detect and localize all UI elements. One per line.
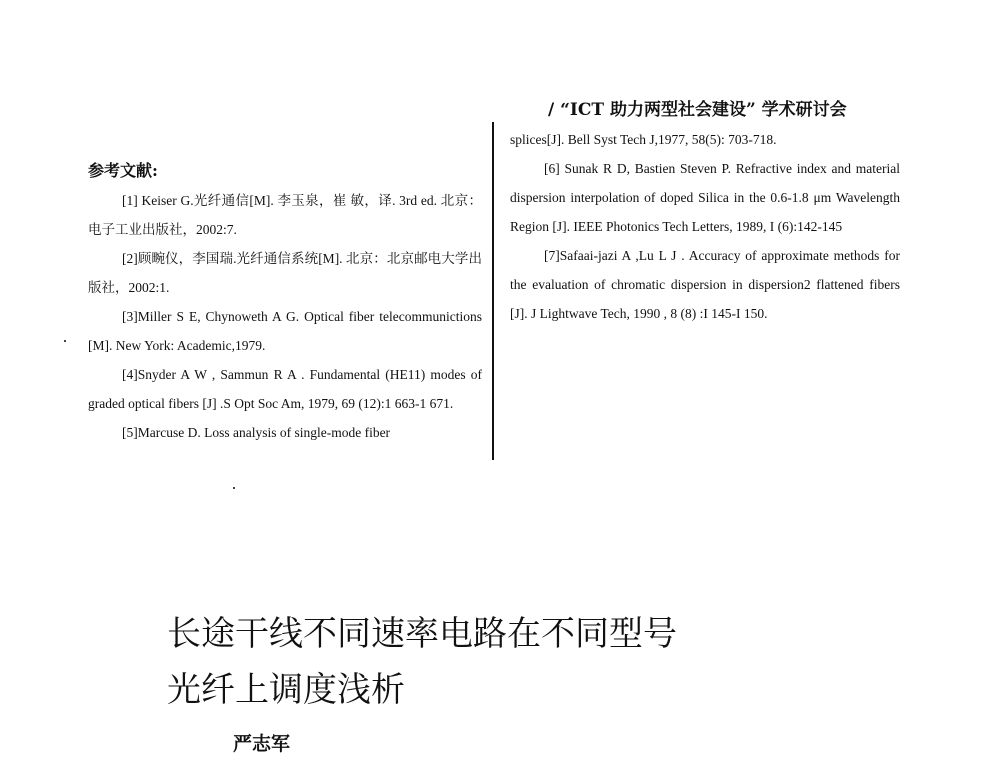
references-left-column	[88, 156, 482, 447]
scan-speck	[233, 487, 235, 489]
reference-continuation: splices[J]. Bell Syst Tech J,1977, 58(5): 703-718.	[510, 132, 777, 147]
article-title-line: 光纤上调度浅析	[167, 670, 405, 710]
reference-item: [1] Keiser G.光纤通信[M]. 李玉泉，崔 敏，译. 3rd ed. 北京：电子工业出版社，2002:7.	[88, 193, 482, 237]
scan-speck	[64, 340, 66, 342]
references-title: 参考文献:	[88, 161, 158, 180]
reference-item: [7]Safaai-jazi A ,Lu L J . Accuracy of approximate methods for the evaluation of chromatic dispersion in dispersion2 flattened fibers [J]. J Lightwave Tech, 1990 , 8 (8) :I 145-I 150.	[510, 248, 900, 321]
article-title-line: 长途干线不同速率电路在不同型号	[167, 614, 677, 654]
reference-item: [6] Sunak R D, Bastien Steven P. Refractive index and material dispersion interpolation of doped Silica in the 0.6-1.8 μm Wavelength Region [J]. IEEE Photonics Tech Letters, 1989, I (6):142-145	[510, 161, 900, 234]
article-title	[167, 606, 867, 718]
column-divider	[492, 122, 494, 460]
article-author: 严志军	[233, 733, 291, 755]
references-right-column	[510, 125, 900, 328]
reference-item: [3]Miller S E, Chynoweth A G. Optical fiber telecommunictions [M]. New York: Academic,1979.	[88, 309, 482, 353]
reference-item: [2]顾畹仪，李国瑞.光纤通信系统[M]. 北京：北京邮电大学出版社，2002:1.	[88, 251, 482, 295]
conference-header: / “ICT 助力两型社会建设” 学术研讨会	[548, 100, 847, 120]
reference-item: [4]Snyder A W , Sammun R A . Fundamental (HE11) modes of graded optical fibers [J] .S Opt Soc Am, 1979, 69 (12):1 663-1 671.	[88, 367, 482, 411]
reference-item: [5]Marcuse D. Loss analysis of single-mode fiber	[122, 425, 391, 440]
